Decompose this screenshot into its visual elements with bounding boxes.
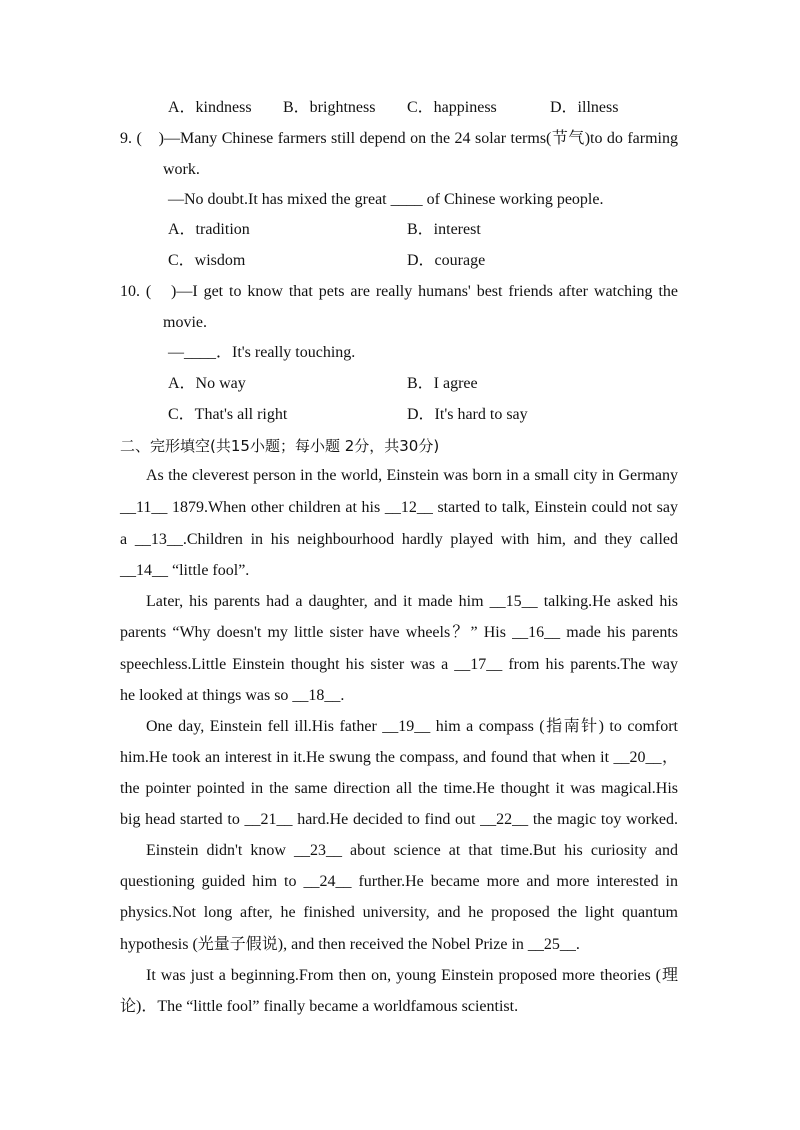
passage-p1-line2: __11__ 1879.When other children at his __12__ started to talk, Einstein could not say: [120, 499, 678, 516]
q10-option-c: C．That's all right: [168, 406, 288, 423]
q8-option-c: C．happiness: [407, 99, 497, 116]
passage-p1-line3: a __13__.Children in his neighbourhood hardly played with him, and they called: [120, 531, 678, 548]
passage-p4-line3: physics.Not long after, he finished university, and he proposed the light quantum: [120, 904, 678, 921]
q10-option-d: D．It's hard to say: [407, 406, 528, 423]
passage-p1-line4: __14__ “little fool”.: [120, 562, 250, 579]
q10-option-a: A．No way: [168, 375, 246, 392]
section2-heading: 二、完形填空(共15小题；每小题 2分，共30分): [120, 437, 440, 455]
passage-p5-line1: It was just a beginning.From then on, young Einstein proposed more theories (理: [146, 967, 678, 984]
q10-answer-line: —____．It's really touching.: [168, 344, 356, 361]
passage-p3-line3: the pointer pointed in the same direction all the time.He thought it was magical.His: [120, 780, 678, 797]
passage-p2-line3: speechless.Little Einstein thought his sister was a __17__ from his parents.The way: [120, 656, 678, 673]
q10-stem-line2: movie.: [163, 314, 207, 331]
passage-p2-line2: parents “Why doesn't my little sister have wheels？” His __16__ made his parents: [120, 624, 678, 641]
q10-option-b: B．I agree: [407, 375, 478, 392]
passage-p3-line1: One day, Einstein fell ill.His father __19__ him a compass (指南针) to comfort: [146, 718, 678, 735]
passage-p2-line4: he looked at things was so __18__.: [120, 687, 345, 704]
passage-p4-line4: hypothesis (光量子假说), and then received the Nobel Prize in __25__.: [120, 936, 580, 953]
passage-p5-line2: 论)．The “little fool” finally became a worldfamous scientist.: [120, 998, 519, 1015]
passage-p2-line1: Later, his parents had a daughter, and it made him __15__ talking.He asked his: [146, 593, 678, 610]
passage-p4-line2: questioning guided him to __24__ further.He became more and more interested in: [120, 873, 678, 890]
passage-p1-line1: As the cleverest person in the world, Einstein was born in a small city in Germany: [146, 467, 678, 484]
q8-option-a: A．kindness: [168, 99, 252, 116]
q10-stem-line1: 10. ( )—I get to know that pets are really humans' best friends after watching the: [120, 283, 678, 300]
q8-option-b: B．brightness: [283, 99, 376, 116]
passage-p3-line4: big head started to __21__ hard.He decided to find out __22__ the magic toy worked.: [120, 811, 678, 828]
q8-option-d: D．illness: [550, 99, 619, 116]
passage-p3-line2: him.He took an interest in it.He swung the compass, and found that when it __20__，: [120, 749, 678, 766]
q9-option-a: A．tradition: [168, 221, 250, 238]
q9-stem-line1: 9. ( )—Many Chinese farmers still depend on the 24 solar terms(节气)to do farming: [120, 130, 678, 147]
q9-option-d: D．courage: [407, 252, 486, 269]
q9-option-c: C．wisdom: [168, 252, 246, 269]
q9-option-b: B．interest: [407, 221, 481, 238]
q9-stem-line2: work.: [163, 161, 200, 178]
q9-answer-line: —No doubt.It has mixed the great ____ of Chinese working people.: [168, 191, 604, 208]
passage-p4-line1: Einstein didn't know __23__ about science at that time.But his curiosity and: [146, 842, 678, 859]
